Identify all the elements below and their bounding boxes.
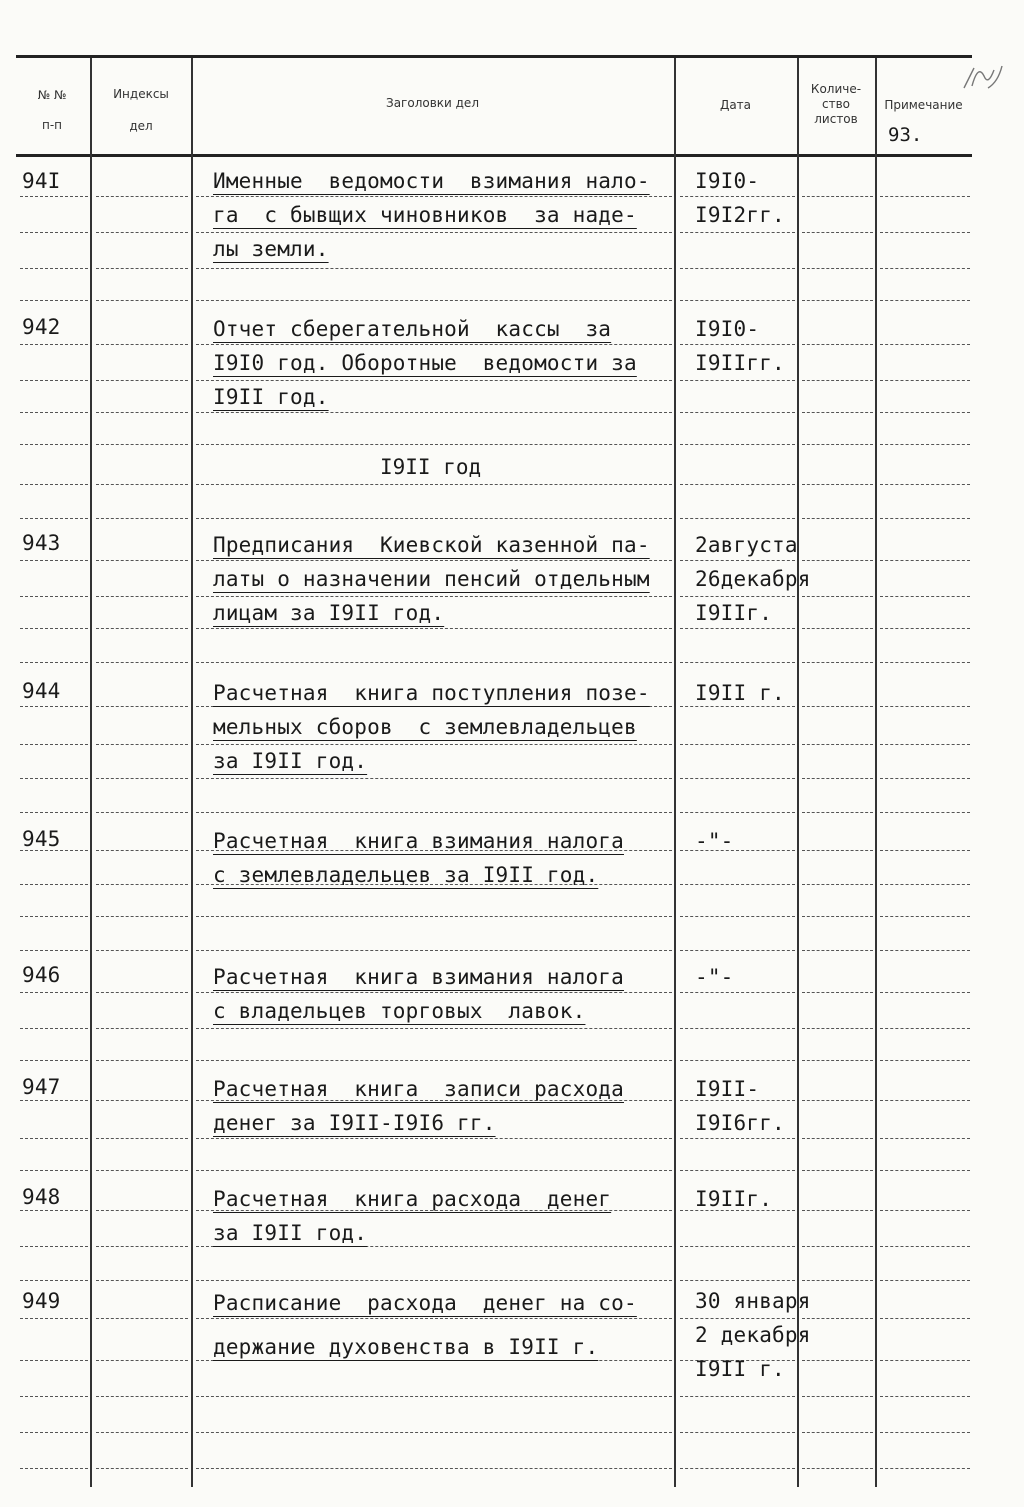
- ruled-line: [880, 518, 970, 520]
- ruled-line: [96, 300, 188, 302]
- ruled-line: [802, 662, 873, 664]
- ruled-line: [96, 380, 188, 382]
- ruled-line: [196, 1060, 672, 1062]
- ruled-line: [196, 300, 672, 302]
- ruled-line: [96, 1210, 188, 1212]
- row-title-line: Расчетная книга взимания налога: [213, 965, 624, 989]
- ruled-line: [880, 884, 970, 886]
- ruled-line: [96, 1028, 188, 1030]
- page-number-note: 93.: [888, 124, 923, 146]
- ruled-line: [802, 1246, 873, 1248]
- header-number: [22, 80, 82, 140]
- ruled-line: [880, 628, 970, 630]
- ruled-line: [880, 1468, 970, 1470]
- ruled-line: [20, 992, 88, 994]
- row-date-line: I9II г.: [695, 681, 785, 705]
- column-divider: [875, 58, 877, 1487]
- ruled-line: [20, 628, 88, 630]
- ruled-line: [802, 596, 873, 598]
- ruled-line: [680, 380, 795, 382]
- ruled-line: [20, 596, 88, 598]
- ruled-line: [802, 1028, 873, 1030]
- ruled-line: [880, 1060, 970, 1062]
- ruled-line: [680, 1396, 795, 1398]
- row-date-line: I9IIг.: [695, 601, 773, 625]
- row-date-line: I9II-: [695, 1077, 760, 1101]
- ruled-line: [20, 484, 88, 486]
- ruled-line: [20, 662, 88, 664]
- ruled-line: [196, 1170, 672, 1172]
- ruled-line: [802, 628, 873, 630]
- ruled-line: [96, 1170, 188, 1172]
- ruled-line: [802, 1138, 873, 1140]
- row-date-line: I9I0-: [695, 317, 760, 341]
- ruled-line: [802, 300, 873, 302]
- ruled-line: [196, 778, 672, 780]
- header-bottom-rule: [16, 154, 972, 157]
- ruled-line: [880, 1028, 970, 1030]
- ruled-line: [96, 884, 188, 886]
- ruled-line: [802, 744, 873, 746]
- ruled-line: [96, 232, 188, 234]
- ruled-line: [96, 812, 188, 814]
- row-title-line: га с бывщих чиновников за наде-: [213, 203, 637, 227]
- row-title-line: Именные ведомости взимания нало-: [213, 169, 650, 193]
- header-note: Примечание: [884, 98, 963, 112]
- ruled-line: [802, 484, 873, 486]
- ruled-line: [802, 1170, 873, 1172]
- ruled-line: [196, 1468, 672, 1470]
- ruled-line: [802, 1100, 873, 1102]
- ruled-line: [802, 232, 873, 234]
- header-count-line2: ство: [821, 97, 850, 111]
- row-date-line: -"-: [695, 965, 734, 989]
- ruled-line: [96, 916, 188, 918]
- row-date-line: I9IIг.: [695, 1187, 773, 1211]
- row-date-line: I9I0-: [695, 169, 760, 193]
- ruled-line: [20, 1280, 88, 1282]
- ruled-line: [20, 268, 88, 270]
- row-number: 942: [22, 315, 61, 339]
- ruled-line: [880, 444, 970, 446]
- ruled-line: [680, 778, 795, 780]
- ruled-line: [680, 1028, 795, 1030]
- row-date-line: I9I6гг.: [695, 1111, 785, 1135]
- column-divider: [797, 58, 799, 1487]
- header-count-line3: листов: [814, 112, 858, 126]
- row-number: 943: [22, 531, 61, 555]
- row-title-line: за I9II год.: [213, 1221, 368, 1245]
- ruled-line: [802, 560, 873, 562]
- ruled-line: [96, 628, 188, 630]
- ruled-line: [802, 518, 873, 520]
- ruled-line: [880, 596, 970, 598]
- ruled-line: [880, 706, 970, 708]
- row-title-line: держание духовенства в I9II г.: [213, 1335, 599, 1359]
- ruled-line: [880, 812, 970, 814]
- row-date-line: 2 декабря: [695, 1323, 811, 1347]
- ruled-line: [20, 412, 88, 414]
- ruled-line: [802, 1360, 873, 1362]
- ruled-line: [20, 1060, 88, 1062]
- ruled-line: [20, 300, 88, 302]
- ruled-line: [196, 484, 672, 486]
- ruled-line: [880, 950, 970, 952]
- ruled-line: [96, 706, 188, 708]
- ruled-line: [96, 1318, 188, 1320]
- ruled-line: [20, 1028, 88, 1030]
- ruled-line: [20, 344, 88, 346]
- ruled-line: [880, 1210, 970, 1212]
- row-date-line: 26декабря: [695, 567, 811, 591]
- ruled-line: [96, 268, 188, 270]
- ruled-line: [680, 1170, 795, 1172]
- ruled-line: [96, 560, 188, 562]
- ruled-line: [680, 412, 795, 414]
- ruled-line: [680, 232, 795, 234]
- ruled-line: [20, 744, 88, 746]
- ruled-line: [680, 1280, 795, 1282]
- ruled-line: [96, 850, 188, 852]
- row-title-line: с владельцев торговых лавок.: [213, 999, 586, 1023]
- ruled-line: [802, 268, 873, 270]
- row-title-line: Расчетная книга поступления позе-: [213, 681, 650, 705]
- row-date-line: 2августа: [695, 533, 798, 557]
- column-divider: [90, 58, 92, 1487]
- ruled-line: [20, 812, 88, 814]
- ruled-line: [680, 1060, 795, 1062]
- ruled-line: [20, 1318, 88, 1320]
- handwritten-mark-icon: [958, 58, 1006, 98]
- ruled-line: [880, 744, 970, 746]
- ruled-line: [880, 1170, 970, 1172]
- ruled-line: [196, 950, 672, 952]
- ruled-line: [20, 560, 88, 562]
- row-title-line: Расчетная книга взимания налога: [213, 829, 624, 853]
- ruled-line: [880, 484, 970, 486]
- ruled-line: [20, 884, 88, 886]
- ruled-line: [96, 662, 188, 664]
- ruled-line: [196, 1028, 672, 1030]
- ruled-line: [802, 1318, 873, 1320]
- ruled-line: [802, 850, 873, 852]
- row-title-line: Отчет сберегательной кассы за: [213, 317, 612, 341]
- header-count-line1: Количе-: [810, 82, 862, 96]
- ruled-line: [96, 1360, 188, 1362]
- ruled-line: [680, 268, 795, 270]
- ruled-line: [680, 1468, 795, 1470]
- row-title-line: латы о назначении пенсий отдельным: [213, 567, 650, 591]
- header-title: Заголовки дел: [386, 96, 479, 110]
- ruled-line: [880, 1138, 970, 1140]
- row-title-line: I9I0 год. Оборотные ведомости за: [213, 351, 637, 375]
- ruled-line: [196, 662, 672, 664]
- row-title-line: за I9II год.: [213, 749, 368, 773]
- ruled-line: [20, 1468, 88, 1470]
- ruled-line: [802, 950, 873, 952]
- row-title-line: лицам за I9II год.: [213, 601, 445, 625]
- row-number: 944: [22, 679, 61, 703]
- ruled-line: [96, 1138, 188, 1140]
- ruled-line: [96, 344, 188, 346]
- ruled-line: [20, 916, 88, 918]
- header-index-line2: дел: [129, 119, 153, 133]
- row-title-line: Расчетная книга расхода денег: [213, 1187, 612, 1211]
- ruled-line: [880, 1280, 970, 1282]
- row-number: 946: [22, 963, 61, 987]
- ruled-line: [20, 1138, 88, 1140]
- ruled-line: [802, 706, 873, 708]
- header-number-line2: п-п: [41, 118, 63, 132]
- row-date-line: -"-: [695, 829, 734, 853]
- ruled-line: [680, 916, 795, 918]
- ruled-line: [196, 1432, 672, 1434]
- ruled-line: [680, 518, 795, 520]
- ruled-line: [802, 344, 873, 346]
- ruled-line: [880, 1432, 970, 1434]
- ruled-line: [880, 662, 970, 664]
- ruled-line: [20, 380, 88, 382]
- ruled-line: [96, 196, 188, 198]
- ruled-line: [880, 778, 970, 780]
- ruled-line: [680, 744, 795, 746]
- ruled-line: [680, 1432, 795, 1434]
- ruled-line: [880, 850, 970, 852]
- ruled-line: [20, 232, 88, 234]
- ruled-line: [880, 1360, 970, 1362]
- ruled-line: [20, 1396, 88, 1398]
- ruled-line: [802, 992, 873, 994]
- row-date-line: I9I2гг.: [695, 203, 785, 227]
- ruled-line: [96, 444, 188, 446]
- ruled-line: [196, 518, 672, 520]
- ruled-line: [96, 1246, 188, 1248]
- section-year-label: I9II год: [380, 455, 482, 479]
- ruled-line: [196, 1396, 672, 1398]
- ruled-line: [802, 1432, 873, 1434]
- row-date-line: I9II г.: [695, 1357, 785, 1381]
- ruled-line: [20, 1432, 88, 1434]
- table-top-rule: [16, 55, 972, 58]
- ruled-line: [880, 992, 970, 994]
- ruled-line: [96, 778, 188, 780]
- ruled-line: [20, 1170, 88, 1172]
- ruled-line: [96, 412, 188, 414]
- ruled-line: [20, 950, 88, 952]
- ruled-line: [680, 484, 795, 486]
- ruled-line: [802, 380, 873, 382]
- ruled-line: [880, 1100, 970, 1102]
- ruled-line: [20, 778, 88, 780]
- ruled-line: [196, 268, 672, 270]
- ruled-line: [96, 1100, 188, 1102]
- row-title-line: лы земли.: [213, 237, 329, 261]
- ruled-line: [880, 1396, 970, 1398]
- ruled-line: [96, 596, 188, 598]
- ruled-line: [880, 380, 970, 382]
- row-number: 945: [22, 827, 61, 851]
- row-number: 948: [22, 1185, 61, 1209]
- ruled-line: [680, 950, 795, 952]
- header-date: Дата: [719, 98, 752, 112]
- ruled-line: [802, 1280, 873, 1282]
- ruled-line: [802, 884, 873, 886]
- ruled-line: [880, 268, 970, 270]
- ruled-line: [96, 950, 188, 952]
- ruled-line: [880, 1318, 970, 1320]
- row-number: 94I: [22, 169, 61, 193]
- header-index: [95, 78, 187, 142]
- ruled-line: [880, 1246, 970, 1248]
- row-title-line: Расчетная книга записи расхода: [213, 1077, 624, 1101]
- ruled-line: [20, 1360, 88, 1362]
- ruled-line: [880, 560, 970, 562]
- ruled-line: [880, 412, 970, 414]
- ruled-line: [96, 1432, 188, 1434]
- ruled-line: [802, 778, 873, 780]
- ruled-line: [680, 1246, 795, 1248]
- row-date-line: I9IIгг.: [695, 351, 785, 375]
- ruled-line: [680, 444, 795, 446]
- ruled-line: [802, 196, 873, 198]
- ruled-line: [802, 412, 873, 414]
- ruled-line: [680, 884, 795, 886]
- ruled-line: [802, 444, 873, 446]
- ruled-line: [880, 344, 970, 346]
- ruled-line: [802, 1210, 873, 1212]
- ruled-line: [96, 484, 188, 486]
- ruled-line: [802, 1060, 873, 1062]
- ruled-line: [880, 916, 970, 918]
- ruled-line: [20, 1246, 88, 1248]
- ruled-line: [880, 300, 970, 302]
- row-date-line: 30 января: [695, 1289, 811, 1313]
- row-number: 947: [22, 1075, 61, 1099]
- row-title-line: Расписание расхода денег на со-: [213, 1291, 637, 1315]
- ruled-line: [196, 444, 672, 446]
- row-title-line: I9II год.: [213, 385, 329, 409]
- ruled-line: [680, 300, 795, 302]
- column-divider: [191, 58, 193, 1487]
- header-number-line1: № №: [37, 88, 67, 102]
- ruled-line: [20, 444, 88, 446]
- ruled-line: [96, 1468, 188, 1470]
- ruled-line: [802, 916, 873, 918]
- ruled-line: [96, 518, 188, 520]
- ruled-line: [96, 1060, 188, 1062]
- ruled-line: [680, 812, 795, 814]
- ruled-line: [196, 812, 672, 814]
- ruled-line: [20, 518, 88, 520]
- header-index-line1: Индексы: [113, 87, 169, 101]
- ruled-line: [96, 992, 188, 994]
- header-count: [797, 82, 875, 127]
- ruled-line: [96, 1280, 188, 1282]
- ruled-line: [802, 1468, 873, 1470]
- row-number: 949: [22, 1289, 61, 1313]
- row-title-line: с землевладельцев за I9II год.: [213, 863, 599, 887]
- column-divider: [674, 58, 676, 1487]
- row-title-line: Предписания Киевской казенной па-: [213, 533, 650, 557]
- ruled-line: [680, 662, 795, 664]
- ruled-line: [196, 1280, 672, 1282]
- ruled-line: [880, 232, 970, 234]
- ruled-line: [96, 1396, 188, 1398]
- ruled-line: [196, 916, 672, 918]
- row-title-line: денег за I9II-I9I6 гг.: [213, 1111, 496, 1135]
- ruled-line: [802, 1396, 873, 1398]
- ruled-line: [96, 744, 188, 746]
- row-title-line: мельных сборов с землевладельцев: [213, 715, 637, 739]
- ruled-line: [880, 196, 970, 198]
- ruled-line: [802, 812, 873, 814]
